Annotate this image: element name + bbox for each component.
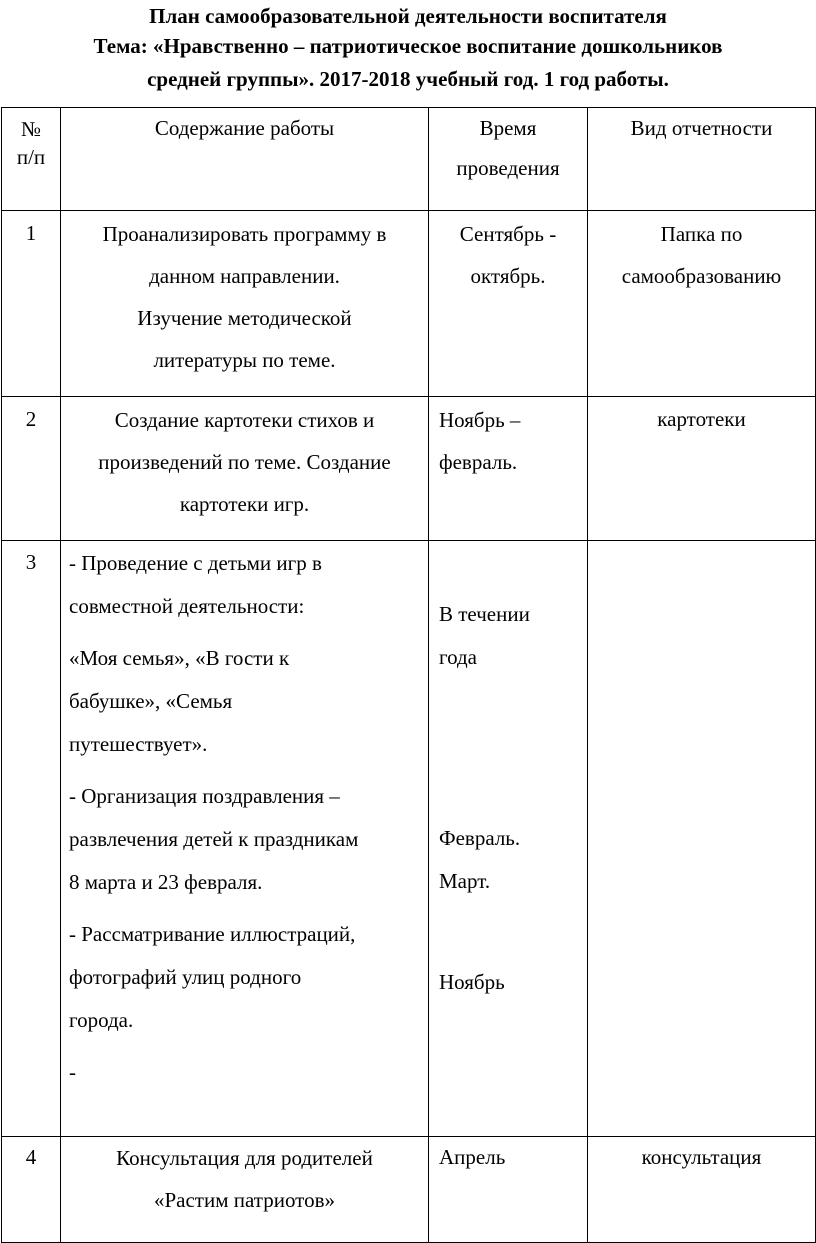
row-time-cell: [429, 1137, 588, 1243]
content-line: совместной деятельности:: [69, 594, 305, 618]
row-report-cell: [588, 397, 816, 541]
content-line: произведений по теме. Создание: [98, 450, 391, 474]
time-line: февраль.: [439, 450, 518, 474]
row-content-cell: [61, 211, 429, 397]
row-time-cell: [429, 211, 588, 397]
report-line: консультация: [641, 1145, 762, 1169]
table-row: [2, 211, 816, 397]
row-number: 4: [25, 1145, 37, 1169]
content-line: «Растим патриотов»: [153, 1188, 335, 1212]
row-content-cell: [61, 1137, 429, 1243]
header-number-line-2: п/п: [16, 145, 46, 169]
header-time-line-1: Время: [479, 116, 537, 140]
row-number-cell: [2, 397, 61, 541]
content-line: 8 марта и 23 февраля.: [69, 870, 263, 894]
content-line: картотеки игр.: [179, 492, 310, 516]
content-line: города.: [69, 1008, 134, 1032]
time-line: октябрь.: [470, 264, 546, 288]
report-line: картотеки: [657, 407, 746, 431]
report-line: Папка по: [660, 222, 743, 246]
content-line: - Проведение с детьми игр в: [69, 551, 322, 575]
header-cell-report: [588, 108, 816, 211]
content-line: -: [69, 1060, 76, 1084]
content-line: Создание картотеки стихов и: [114, 408, 375, 432]
row-report-cell: [588, 211, 816, 397]
header-number-line-1: №: [20, 117, 42, 141]
table-row: [2, 397, 816, 541]
plan-table: [1, 107, 816, 1243]
content-line: Консультация для родителей: [116, 1146, 373, 1170]
content-line: развлечения детей к праздникам: [69, 827, 359, 851]
title-line-2: Тема: «Нравственно – патриотическое воспитание дошкольников: [93, 34, 723, 58]
row-content-cell: [61, 397, 429, 541]
time-line: Ноябрь –: [439, 408, 521, 432]
header-cell-number: [2, 108, 61, 211]
header-report-label: Вид отчетности: [630, 116, 773, 140]
content-line: «Моя семья», «В гости к: [69, 646, 290, 670]
title-line-3: средней группы». 2017-2018 учебный год. 1 год работы.: [147, 67, 669, 91]
row-report-cell: [588, 1137, 816, 1243]
content-line: - Организация поздравления –: [69, 784, 340, 808]
title-line-1: План самообразовательной деятельности воспитателя: [149, 4, 667, 28]
content-line: бабушке», «Семья: [69, 689, 233, 713]
row-content-cell: [61, 541, 429, 1137]
row-report-cell: [588, 541, 816, 1137]
time-line: Март.: [439, 869, 491, 893]
content-line: путешествует».: [69, 732, 208, 756]
content-line: Изучение методической: [137, 306, 352, 330]
header-time-line-2: проведения: [456, 156, 560, 180]
row-number-cell: [2, 211, 61, 397]
time-line: Апрель: [439, 1145, 506, 1169]
row-number-cell: [2, 1137, 61, 1243]
content-line: Проанализировать программу в: [102, 222, 387, 246]
header-cell-content: [61, 108, 429, 211]
time-line: года: [439, 645, 477, 669]
row-number-cell: [2, 541, 61, 1137]
content-line: литературы по теме.: [153, 348, 336, 372]
content-line: данном направлении.: [149, 264, 340, 288]
row-number: 3: [25, 550, 37, 574]
document-title: [0, 4, 816, 92]
row-time-cell: [429, 397, 588, 541]
row-number: 2: [25, 407, 37, 431]
time-line: Февраль.: [439, 826, 521, 850]
content-line: - Рассматривание иллюстраций,: [69, 922, 356, 946]
report-line: самообразованию: [621, 264, 782, 288]
table-header-row: [2, 108, 816, 211]
table-row: [2, 1137, 816, 1243]
time-line: В течении: [439, 602, 530, 626]
header-content-label: Содержание работы: [154, 116, 335, 140]
header-cell-time: [429, 108, 588, 211]
table-row: [2, 541, 816, 1137]
content-line: фотографий улиц родного: [69, 965, 302, 989]
time-line: Ноябрь: [439, 970, 505, 994]
row-number: 1: [25, 221, 37, 245]
time-line: Сентябрь -: [459, 222, 557, 246]
row-time-cell: [429, 541, 588, 1137]
